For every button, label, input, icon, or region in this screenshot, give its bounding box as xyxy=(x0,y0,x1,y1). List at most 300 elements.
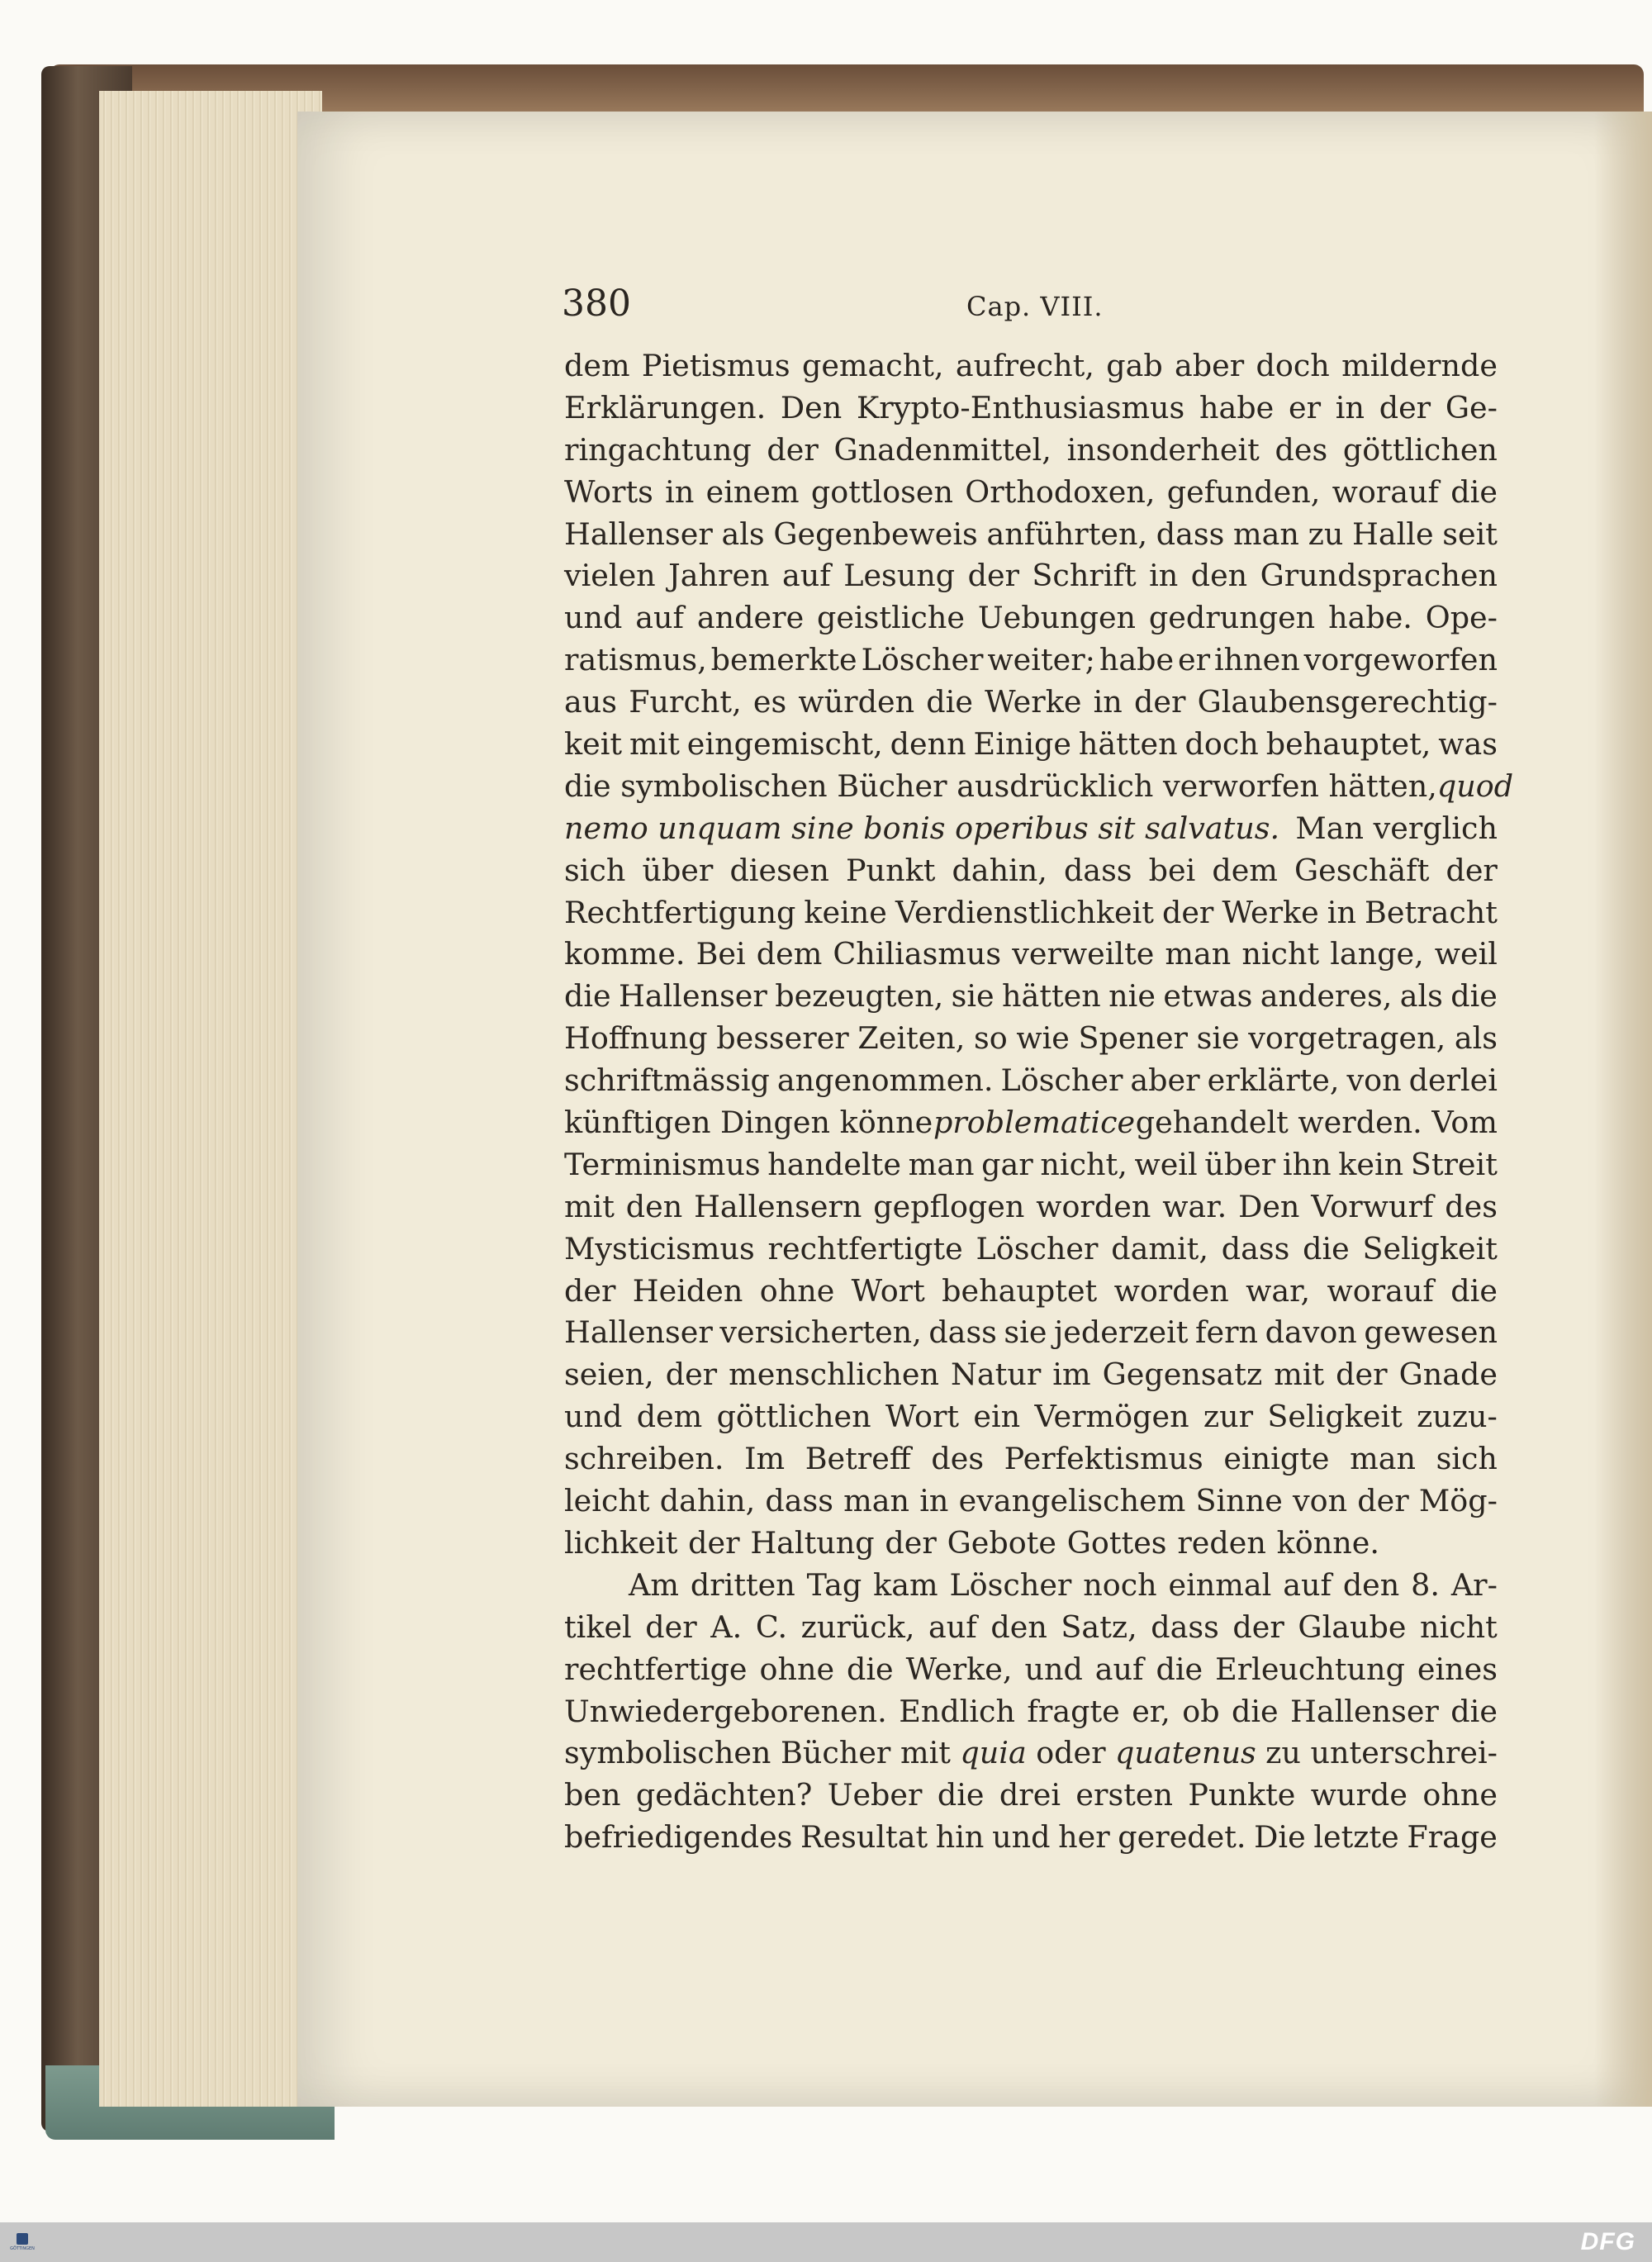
word: evangelischem xyxy=(958,1483,1186,1519)
word: drei xyxy=(999,1777,1061,1813)
word: dass xyxy=(765,1483,833,1519)
word: lichkeit xyxy=(564,1524,678,1561)
word: der xyxy=(1446,852,1498,888)
word: worden xyxy=(1113,1272,1229,1309)
word: ringachtung xyxy=(564,431,752,468)
word: etwas xyxy=(1163,978,1253,1015)
text-line xyxy=(564,1228,1498,1271)
word: die xyxy=(564,978,611,1015)
word: Werke, xyxy=(905,1651,1013,1687)
word: vielen xyxy=(564,558,656,594)
word: Unwiedergeborenen. xyxy=(564,1693,887,1729)
word: mit xyxy=(1274,1357,1325,1393)
word: seien, xyxy=(564,1357,654,1393)
text-line xyxy=(564,850,1498,892)
word: worauf xyxy=(1332,473,1440,510)
text-line xyxy=(564,1144,1498,1186)
word: die xyxy=(926,684,973,720)
text-line xyxy=(564,1396,1498,1438)
word: gemacht, xyxy=(801,348,944,383)
word: von xyxy=(1292,1483,1348,1519)
word: davon xyxy=(1265,1314,1357,1351)
word: Terminismus xyxy=(564,1146,761,1182)
word: könne. xyxy=(1276,1524,1379,1561)
word: gottlosen xyxy=(810,473,954,510)
word: Mög- xyxy=(1418,1483,1498,1519)
word: angenommen. xyxy=(776,1062,994,1099)
word: Uebungen xyxy=(977,600,1137,636)
word: aus xyxy=(564,684,617,720)
word: auf xyxy=(635,600,685,636)
word: Mysticismus xyxy=(564,1230,755,1266)
word: behauptet, xyxy=(1265,726,1431,763)
word: gepflogen xyxy=(873,1188,1025,1224)
word: von xyxy=(1346,1062,1402,1099)
word: aber xyxy=(1130,1062,1200,1099)
word: hin xyxy=(935,1819,985,1856)
text-line xyxy=(564,1354,1498,1396)
word: man xyxy=(1350,1441,1416,1477)
text-line xyxy=(564,1018,1498,1060)
text-line xyxy=(564,1691,1498,1733)
text-line xyxy=(564,1186,1498,1228)
word: Wort xyxy=(851,1272,925,1309)
word: Streit xyxy=(1410,1146,1498,1182)
word: die xyxy=(1450,1272,1498,1309)
word: der xyxy=(1379,389,1431,425)
word: Schrift xyxy=(1032,558,1137,594)
word: den xyxy=(990,1609,1047,1645)
word: bezeugten, xyxy=(775,978,944,1015)
text-line xyxy=(564,472,1498,514)
word: die xyxy=(1450,473,1498,510)
word: Natur xyxy=(950,1357,1042,1393)
text-line xyxy=(564,1060,1498,1102)
word: hätten xyxy=(1078,726,1178,763)
word: mit xyxy=(564,1188,615,1224)
text-line xyxy=(564,808,1498,850)
word: man xyxy=(1165,936,1232,972)
text-line xyxy=(564,1732,1498,1775)
word: Spener xyxy=(1078,1020,1188,1057)
word: geistliche xyxy=(817,600,965,636)
word: mit xyxy=(629,726,680,763)
word: dahin, xyxy=(659,1483,756,1519)
word: Vorwurf xyxy=(1311,1188,1434,1224)
word: dem xyxy=(636,1399,703,1435)
text-line xyxy=(564,1817,1498,1859)
word: Hallenser xyxy=(564,1314,713,1351)
word: zur xyxy=(1203,1399,1254,1435)
word: und xyxy=(992,1819,1051,1856)
page-number: 380 xyxy=(562,283,631,325)
word: göttlichen xyxy=(716,1399,871,1435)
word: ihnen xyxy=(1213,642,1300,678)
word: Chiliasmus xyxy=(833,936,1002,972)
dfg-logo: DFG xyxy=(1580,2228,1635,2255)
word: als xyxy=(721,516,765,552)
word: andere xyxy=(696,600,805,636)
word: Werke xyxy=(985,684,1082,720)
word: in xyxy=(919,1483,949,1519)
library-seal-icon xyxy=(17,2233,28,2245)
word: einmal xyxy=(1168,1566,1272,1603)
word: Endlich xyxy=(899,1693,1016,1729)
word: Die xyxy=(1254,1819,1306,1856)
word: ohne xyxy=(759,1651,835,1687)
word: Halle xyxy=(1352,516,1434,552)
text-line xyxy=(564,555,1498,597)
word: Lesung xyxy=(843,558,956,594)
text-line xyxy=(564,976,1498,1018)
word: zu xyxy=(1308,516,1344,552)
text-line xyxy=(564,934,1498,976)
word: keine xyxy=(804,894,887,930)
word: dass xyxy=(1156,516,1225,552)
text-segment: oder xyxy=(1036,1735,1106,1771)
text-line xyxy=(564,1649,1498,1691)
text-line xyxy=(564,1271,1498,1313)
word: aber xyxy=(1175,348,1245,383)
word: Satz, xyxy=(1061,1609,1137,1645)
word: er xyxy=(1178,642,1211,678)
word: und xyxy=(564,600,623,636)
word: fragte xyxy=(1027,1693,1120,1729)
word: Orthodoxen, xyxy=(965,473,1156,510)
word: Punkte xyxy=(1188,1777,1296,1813)
word: Erklärungen. xyxy=(564,389,767,425)
word: mildernde xyxy=(1341,348,1498,383)
word: keit xyxy=(564,726,623,763)
word: so xyxy=(974,1020,1008,1057)
page-gutter-shadow xyxy=(1594,112,1652,2107)
library-seal xyxy=(5,2225,40,2260)
word: gewesen xyxy=(1364,1314,1498,1351)
word: Jahren xyxy=(668,558,770,594)
word: Seligkeit xyxy=(1267,1399,1403,1435)
word: Gnadenmittel, xyxy=(833,431,1051,468)
word: die xyxy=(847,1651,894,1687)
word: Punkt xyxy=(846,852,936,888)
word: hätten xyxy=(1002,978,1101,1015)
text-segment: künftigen Dingen könne xyxy=(564,1105,933,1141)
word: Den xyxy=(780,389,843,425)
word: Gnade xyxy=(1398,1357,1498,1393)
word: Hoffnung xyxy=(564,1020,708,1057)
word: würden xyxy=(798,684,915,720)
word: der xyxy=(1232,1609,1284,1645)
word: insonderheit xyxy=(1066,431,1260,468)
word: nie xyxy=(1108,978,1156,1015)
word: habe xyxy=(1199,389,1275,425)
word: Geschäft xyxy=(1294,852,1430,888)
text-line xyxy=(564,1607,1498,1649)
text-line xyxy=(564,766,1514,808)
word: Den xyxy=(1238,1188,1300,1224)
word: in xyxy=(1093,684,1123,720)
word: habe. xyxy=(1328,600,1412,636)
word: als xyxy=(1454,1020,1498,1057)
word: die xyxy=(1156,1651,1203,1687)
word: der xyxy=(1357,1483,1409,1519)
word: Perfektismus xyxy=(1004,1441,1203,1477)
text-line xyxy=(564,1565,1498,1607)
word: er, xyxy=(1132,1693,1170,1729)
word: der xyxy=(1133,684,1186,720)
word: Heiden xyxy=(632,1272,743,1309)
text-segment: gehandelt werden. Vom xyxy=(1135,1105,1498,1141)
word: ohne xyxy=(759,1272,835,1309)
word: ihn xyxy=(1282,1146,1332,1182)
word: bemerkte xyxy=(710,642,857,678)
word: man xyxy=(908,1146,975,1182)
word: ratismus, xyxy=(564,642,707,678)
word: noch xyxy=(1083,1566,1157,1603)
word: vorgeworfen xyxy=(1303,642,1498,678)
word: der xyxy=(564,1272,616,1309)
word: nicht xyxy=(1420,1609,1498,1645)
word: Betracht xyxy=(1365,894,1498,930)
word: der xyxy=(767,431,819,468)
running-head: Cap. VIII. xyxy=(966,291,1104,322)
text-line xyxy=(564,1480,1498,1523)
word: Sinne xyxy=(1195,1483,1283,1519)
word: damit, xyxy=(1111,1230,1208,1266)
word: Gottes xyxy=(1066,1524,1167,1561)
word: anderes, xyxy=(1260,978,1393,1015)
word: gab xyxy=(1106,348,1163,383)
word: Haltung xyxy=(750,1524,875,1561)
word: dahin, xyxy=(952,852,1047,888)
word: Furcht, xyxy=(629,684,742,720)
word: Löscher xyxy=(949,1566,1072,1603)
word: her xyxy=(1058,1819,1110,1856)
word: zuzu- xyxy=(1417,1399,1498,1435)
word: seit xyxy=(1442,516,1498,552)
text-line xyxy=(564,1775,1498,1817)
text-line xyxy=(564,1102,1498,1144)
word: Hallenser xyxy=(1290,1693,1439,1729)
word: letzte xyxy=(1313,1819,1399,1856)
word: dass xyxy=(928,1314,997,1351)
word: tikel xyxy=(564,1609,632,1645)
word: über xyxy=(1204,1146,1276,1182)
word: über xyxy=(642,852,714,888)
word: in xyxy=(1327,894,1356,930)
word: die xyxy=(1303,1230,1350,1266)
word: sie xyxy=(951,978,995,1015)
word: Rechtfertigung xyxy=(564,894,796,930)
word: im xyxy=(1052,1357,1091,1393)
library-seal-label: GÖTTINGEN xyxy=(10,2246,35,2251)
word: es xyxy=(752,684,787,720)
word: worauf xyxy=(1327,1272,1434,1309)
word: lange, xyxy=(1330,936,1424,972)
word: Löscher xyxy=(1000,1062,1123,1099)
word: Verdienstlichkeit xyxy=(895,894,1154,930)
word: ben xyxy=(564,1777,621,1813)
word: der xyxy=(645,1609,697,1645)
word: wurde xyxy=(1310,1777,1408,1813)
word: Glaube xyxy=(1298,1609,1407,1645)
word: Grundsprachen xyxy=(1260,558,1498,594)
word: worden xyxy=(1036,1188,1151,1224)
italic-phrase: quod xyxy=(1436,767,1514,804)
word: sich xyxy=(1436,1441,1498,1477)
word: ersten xyxy=(1075,1777,1173,1813)
word: den xyxy=(625,1188,683,1224)
word: Ope- xyxy=(1425,600,1498,636)
word: war, xyxy=(1246,1272,1311,1309)
word: bei xyxy=(1148,852,1196,888)
body-text xyxy=(564,345,1514,1859)
word: gedrungen xyxy=(1148,600,1316,636)
word: dass xyxy=(1063,852,1132,888)
word: menschlichen xyxy=(729,1357,939,1393)
word: der xyxy=(967,558,1019,594)
text-line xyxy=(564,1523,1498,1565)
word: Frage xyxy=(1407,1819,1498,1856)
word: doch xyxy=(1184,726,1259,763)
word: Zeiten, xyxy=(857,1020,966,1057)
word: Werke xyxy=(1222,894,1319,930)
word: erklärte, xyxy=(1207,1062,1340,1099)
word: Hallenser xyxy=(564,516,713,552)
word: Vermögen xyxy=(1034,1399,1189,1435)
word: besserer xyxy=(716,1020,849,1057)
word: Bei xyxy=(695,936,746,972)
word: Betreff xyxy=(805,1441,911,1477)
word: die xyxy=(1450,978,1498,1015)
word: Löscher xyxy=(976,1230,1099,1266)
word: der xyxy=(1161,894,1214,930)
word: dem xyxy=(1212,852,1278,888)
word: was xyxy=(1438,726,1498,763)
word: anführten, xyxy=(986,516,1148,552)
word: Im xyxy=(744,1441,786,1477)
word: nicht, xyxy=(1040,1146,1127,1182)
word: doch xyxy=(1256,348,1330,383)
word: rechtfertige xyxy=(564,1651,748,1687)
word: 8. xyxy=(1411,1566,1440,1603)
word: befriedigendes xyxy=(564,1819,793,1856)
page-stack-edge xyxy=(99,91,322,2107)
text-segment: zu unterschrei- xyxy=(1265,1735,1498,1771)
word: den xyxy=(1342,1566,1400,1603)
word: fern xyxy=(1194,1314,1259,1351)
text-segment: symbolischen Bücher mit xyxy=(564,1735,951,1771)
viewer-footer-bar xyxy=(0,2222,1652,2262)
italic-phrase: quatenus xyxy=(1115,1735,1256,1771)
word: des xyxy=(1445,1188,1498,1224)
word: weil xyxy=(1134,1146,1198,1182)
word: und xyxy=(564,1399,623,1435)
word: habe xyxy=(1099,642,1175,678)
word: gar xyxy=(981,1146,1033,1182)
word: Einige xyxy=(973,726,1072,763)
word: Hallensern xyxy=(694,1188,862,1224)
word: sie xyxy=(1196,1020,1240,1057)
word: göttlichen xyxy=(1342,431,1498,468)
text-line xyxy=(564,430,1498,472)
word: einigte xyxy=(1223,1441,1330,1477)
word: reden xyxy=(1177,1524,1266,1561)
text-segment: die symbolischen Bücher ausdrücklich verworfen hätten, xyxy=(564,767,1437,804)
text-line xyxy=(564,387,1498,430)
word: diesen xyxy=(729,852,829,888)
word: dass xyxy=(1151,1609,1219,1645)
word: behauptet xyxy=(942,1272,1098,1309)
word: handelte xyxy=(767,1146,901,1182)
word: der xyxy=(1336,1357,1388,1393)
text-segment: Man verglich xyxy=(1295,810,1498,846)
word: ein xyxy=(973,1399,1021,1435)
word: in xyxy=(1335,389,1365,425)
word: des xyxy=(931,1441,985,1477)
word: Gegenbeweis xyxy=(773,516,978,552)
italic-phrase: quia xyxy=(960,1735,1027,1771)
text-line xyxy=(564,639,1498,682)
word: Am xyxy=(629,1566,679,1603)
word: die xyxy=(1450,1693,1498,1729)
word: eines xyxy=(1417,1651,1498,1687)
word: Tag xyxy=(806,1566,862,1603)
word: Pietismus xyxy=(641,348,790,383)
word: aufrecht, xyxy=(955,348,1094,383)
word: auf xyxy=(1094,1651,1144,1687)
word: zurück, xyxy=(800,1609,915,1645)
word: die xyxy=(937,1777,985,1813)
word: Worts xyxy=(564,473,653,510)
word: sich xyxy=(564,852,626,888)
word: schreiben. xyxy=(564,1441,724,1477)
word: in xyxy=(1149,558,1179,594)
word: Wort xyxy=(885,1399,960,1435)
word: dem xyxy=(756,936,823,972)
word: Gebote xyxy=(947,1524,1056,1561)
word: kam xyxy=(873,1566,938,1603)
text-line xyxy=(564,1438,1498,1480)
word: weil xyxy=(1434,936,1498,972)
word: der xyxy=(665,1357,718,1393)
word: eingemischt, xyxy=(686,726,883,763)
word: sie xyxy=(1004,1314,1047,1351)
text-line xyxy=(564,345,1498,387)
text-line xyxy=(564,514,1498,556)
word: auf xyxy=(1283,1566,1332,1603)
word: ob xyxy=(1182,1693,1220,1729)
word: dritten xyxy=(690,1566,795,1603)
word: nicht xyxy=(1241,936,1320,972)
word: wie xyxy=(1016,1020,1070,1057)
word: gefunden, xyxy=(1166,473,1321,510)
text-line xyxy=(564,892,1498,934)
word: Ge- xyxy=(1445,389,1498,425)
word: war. xyxy=(1162,1188,1227,1224)
word: er xyxy=(1289,389,1322,425)
word: Seligkeit xyxy=(1362,1230,1498,1266)
word: als xyxy=(1399,978,1443,1015)
word: man xyxy=(1233,516,1299,552)
word: die xyxy=(1232,1693,1279,1729)
word: vorgetragen, xyxy=(1248,1020,1446,1057)
text-line xyxy=(564,597,1498,639)
word: C. xyxy=(755,1609,788,1645)
word: rechtfertigte xyxy=(767,1230,963,1266)
word: ohne xyxy=(1422,1777,1498,1813)
text-line xyxy=(564,724,1498,766)
word: weiter; xyxy=(987,642,1095,678)
